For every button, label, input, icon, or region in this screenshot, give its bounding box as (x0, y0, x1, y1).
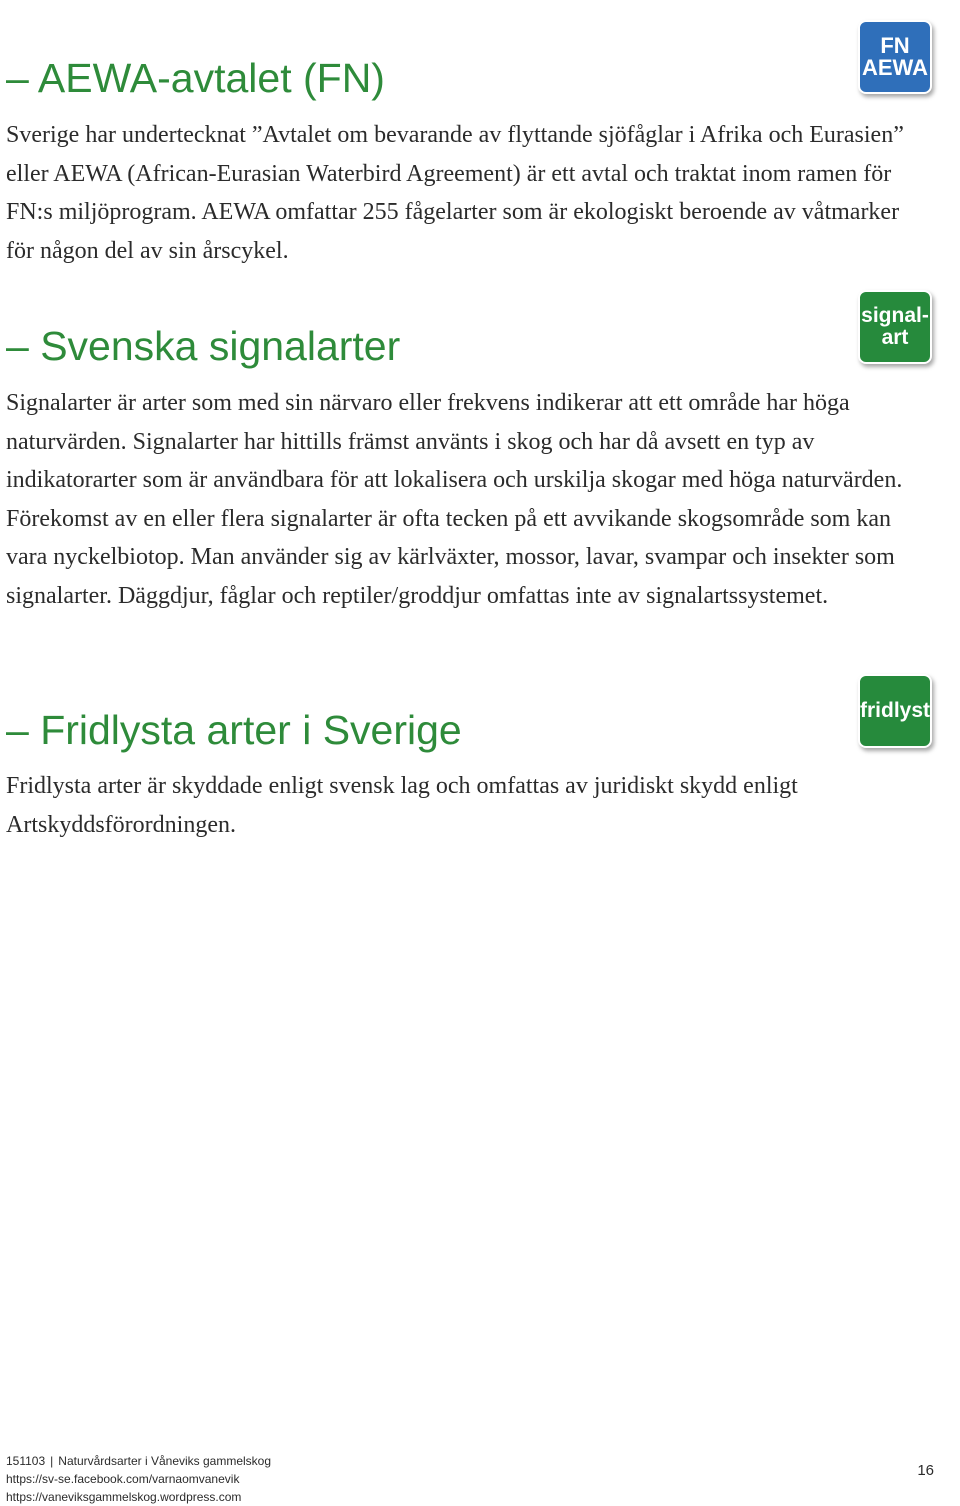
footer-separator: | (50, 1454, 54, 1468)
signalart-badge-icon (858, 290, 932, 364)
section-body: Sverige har undertecknat ”Avtalet om bevarande av flyttande sjöfåglar i Afrika och Eurasien” eller AEWA (African-Eurasian Waterbird Agreement) är ett avtal och traktat inom ramen för FN:s miljöprogram. AEWA omfattar 255 fågelarter som är ekologiskt beroende av våtmarker för någon del av sin årscykel. (6, 122, 904, 264)
footer-title: Naturvårdsarter i Våneviks gammelskog (58, 1454, 272, 1468)
section-heading: – Svenska signalarter (6, 323, 401, 369)
footer-facebook-link[interactable]: https://sv-se.facebook.com/varnaomvanevik (6, 1472, 240, 1486)
badge-line: signal- (861, 304, 929, 327)
section-heading: – Fridlysta arter i Sverige (6, 707, 462, 753)
page-footer (6, 1452, 271, 1506)
section-heading: – AEWA-avtalet (FN) (6, 55, 385, 101)
footer-blog-link[interactable]: https://vaneviksgammelskog.wordpress.com (6, 1490, 242, 1504)
fn-aewa-badge-icon (858, 20, 932, 94)
section-body: Fridlysta arter är skyddade enligt svensk lag och omfattas av juridiskt skydd enligt Artskyddsförordningen. (6, 773, 798, 838)
footer-code: 151103 (6, 1454, 46, 1468)
badge-line: fridlyst (860, 699, 931, 722)
badge-line: AEWA (862, 55, 928, 80)
badge-line: FN (880, 33, 910, 58)
fridlyst-badge-icon (858, 674, 932, 748)
page-number: 16 (917, 1462, 934, 1479)
footer-line-title (6, 1452, 271, 1470)
badge-line: art (881, 326, 909, 349)
section-body: Signalarter är arter som med sin närvaro eller frekvens indikerar att ett område har höga naturvärden. Signalarter har hittills främst använts i skog och har då avsett en typ av indikatorarter som är användbara för att lokalisera och urskilja skogar med höga naturvärden. Förekomst av en eller flera signalarter är ofta tecken på ett avvikande skogsområde som kan vara nyckelbiotop. Man använder sig av kärlväxter, mossor, lavar, svampar och insekter som signalarter. Däggdjur, fåglar och reptiler/groddjur omfattas inte av signalartssystemet. (6, 390, 903, 609)
